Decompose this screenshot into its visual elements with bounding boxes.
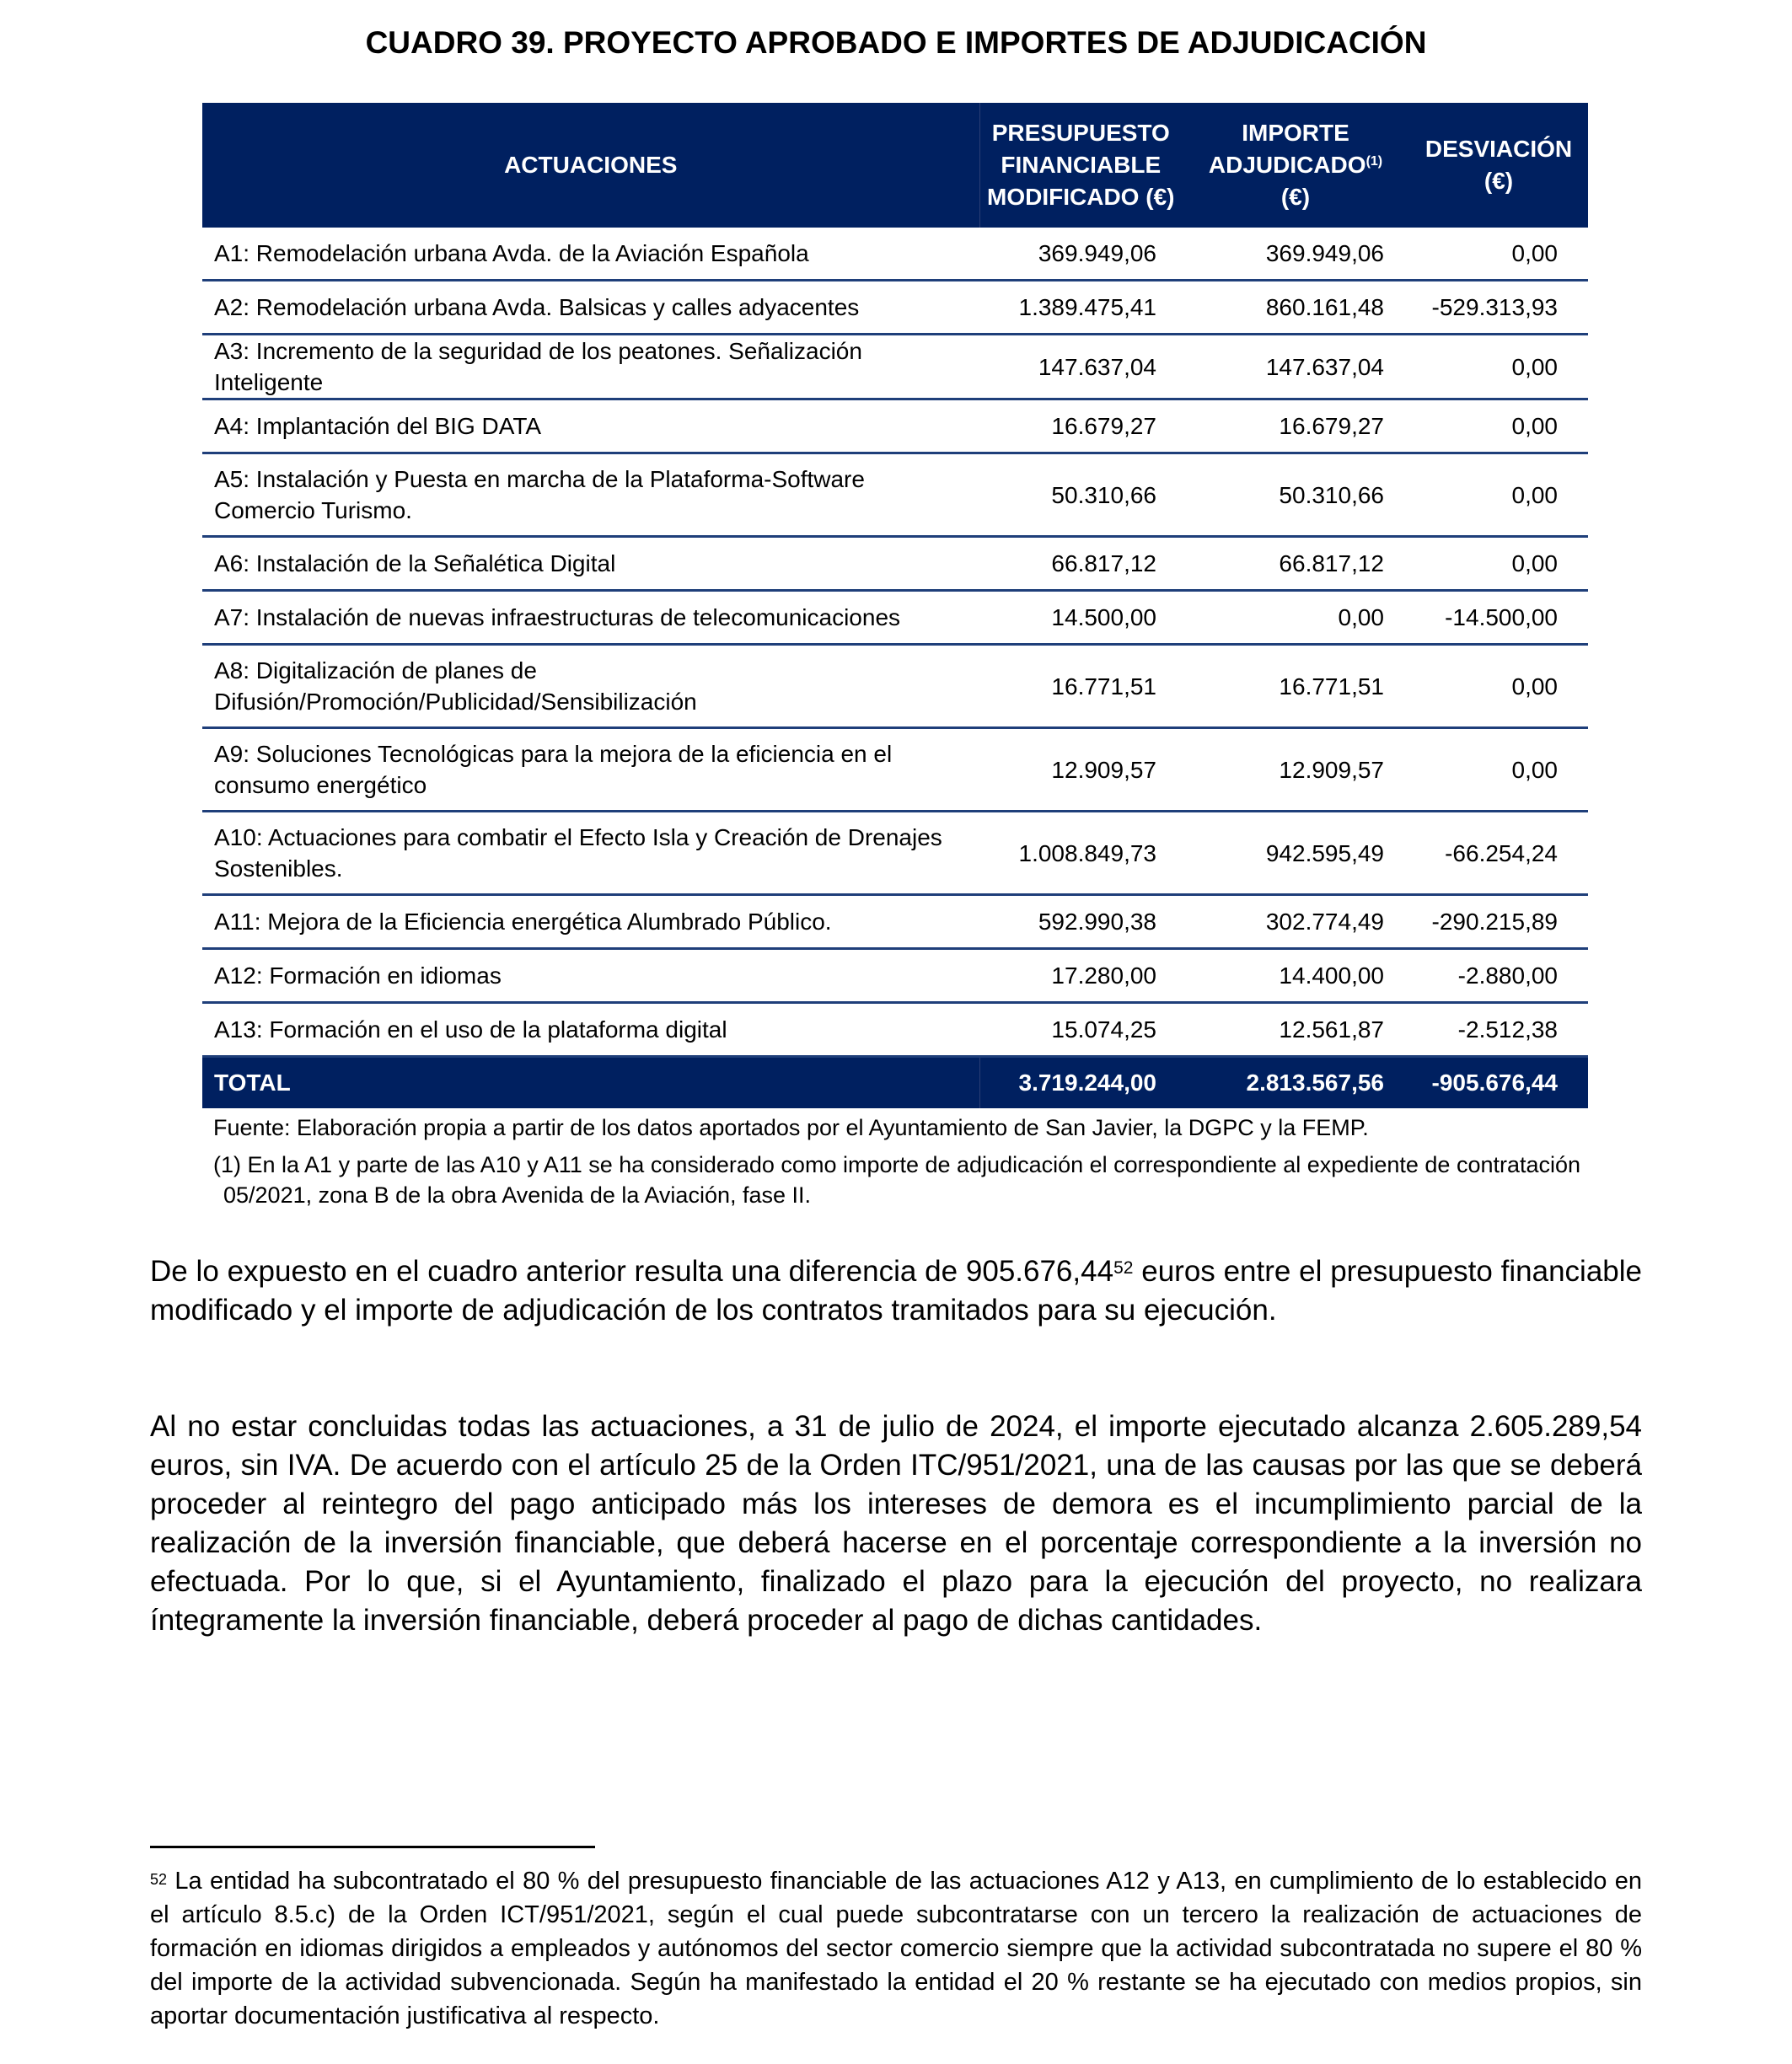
cell-desviacion: 0,00 — [1409, 537, 1588, 591]
cell-presupuesto: 1.008.849,73 — [979, 812, 1182, 895]
cell-actuacion: A4: Implantación del BIG DATA — [202, 399, 979, 453]
cell-presupuesto: 50.310,66 — [979, 453, 1182, 537]
table-header-row — [202, 103, 1588, 228]
cell-presupuesto: 16.679,27 — [979, 399, 1182, 453]
table-row — [202, 335, 1588, 399]
cell-desviacion: 0,00 — [1409, 228, 1588, 281]
cell-desviacion: -529.313,93 — [1409, 281, 1588, 335]
paragraph-execution: Al no estar concluidas todas las actuaciones, a 31 de julio de 2024, el importe ejecutado alcanza 2.605.289,54 euros, sin IVA. De acuerdo con el artículo 25 de la Orden ITC/951/2021, una de las causas por las que se deberá proceder al reintegro del pago anticipado más los intereses de demora es el incumplimiento parcial de la realización de la inversión financiable, que deberá hacerse en el porcentaje correspondiente a la inversión no efectuada. Por lo que, si el Ayuntamiento, finalizado el plazo para la ejecución del proyecto, no realizara íntegramente la inversión financiable, deberá proceder al pago de dichas cantidades. — [150, 1410, 1642, 1637]
cell-actuacion: A1: Remodelación urbana Avda. de la Aviación Española — [202, 228, 979, 281]
header-presupuesto-line3: MODIFICADO (€) — [987, 184, 1175, 210]
footnote-52 — [150, 1864, 1642, 2033]
header-desviacion-line2: (€) — [1483, 168, 1514, 194]
total-desviacion: -905.676,44 — [1409, 1057, 1588, 1109]
cell-desviacion: -290.215,89 — [1409, 895, 1588, 949]
footnote-text: La entidad ha subcontratado el 80 % del presupuesto financiable de las actuaciones A12 y A13, en cumplimiento de lo establecido en el artículo 8.5.c) de la Orden ICT/951/2021, según el cual puede subcontratarse con un tercero la realización de actuaciones de formación en idiomas dirigidos a empleados y autónomos del sector comercio siempre que la actividad subcontratada no supere el 80 % del importe de la actividad subvencionada. Según ha manifestado la entidad el 20 % restante se ha ejecutado con medios propios, sin aportar documentación justificativa al respecto. — [150, 1868, 1642, 2029]
cell-actuacion: A7: Instalación de nuevas infraestructuras de telecomunicaciones — [202, 591, 979, 645]
cell-desviacion: 0,00 — [1409, 453, 1588, 537]
header-importe — [1182, 103, 1409, 228]
paragraph-difference-text: De lo expuesto en el cuadro anterior resulta una diferencia de 905.676,44 — [150, 1255, 1114, 1288]
cell-presupuesto: 592.990,38 — [979, 895, 1182, 949]
table-row — [202, 399, 1588, 453]
adjudication-table-container — [202, 103, 1588, 1108]
cell-presupuesto: 16.771,51 — [979, 645, 1182, 728]
cell-importe: 16.679,27 — [1182, 399, 1409, 453]
header-presupuesto-line2: FINANCIABLE — [1001, 152, 1162, 178]
table-row — [202, 228, 1588, 281]
footnote-separator — [150, 1846, 595, 1848]
footnote-1-line2: 05/2021, zona B de la obra Avenida de la Aviación, fase II. — [223, 1182, 812, 1208]
table-row — [202, 728, 1588, 812]
cell-presupuesto: 147.637,04 — [979, 335, 1182, 399]
table-row — [202, 645, 1588, 728]
header-importe-line3: (€) — [1280, 184, 1311, 210]
cell-importe: 12.561,87 — [1182, 1003, 1409, 1057]
header-importe-line2: ADJUDICADO — [1208, 152, 1366, 178]
cell-importe: 860.161,48 — [1182, 281, 1409, 335]
cell-presupuesto: 1.389.475,41 — [979, 281, 1182, 335]
cell-presupuesto: 15.074,25 — [979, 1003, 1182, 1057]
header-actuaciones-label: ACTUACIONES — [504, 152, 678, 178]
table-row — [202, 895, 1588, 949]
cell-actuacion: A5: Instalación y Puesta en marcha de la Plataforma-Software Comercio Turismo. — [202, 453, 979, 537]
footnote-ref-52[interactable]: 52 — [1113, 1258, 1134, 1278]
cell-actuacion: A2: Remodelación urbana Avda. Balsicas y calles adyacentes — [202, 281, 979, 335]
cell-desviacion: -2.880,00 — [1409, 949, 1588, 1003]
table-row — [202, 537, 1588, 591]
footnote-number: 52 — [150, 1871, 168, 1888]
cell-importe: 942.595,49 — [1182, 812, 1409, 895]
header-actuaciones — [202, 103, 979, 228]
adjudication-table — [202, 103, 1588, 1108]
cell-actuacion: A3: Incremento de la seguridad de los peatones. Señalización Inteligente — [202, 335, 979, 399]
cell-desviacion: 0,00 — [1409, 728, 1588, 812]
cell-presupuesto: 369.949,06 — [979, 228, 1182, 281]
header-presupuesto — [979, 103, 1182, 228]
cell-desviacion: 0,00 — [1409, 335, 1588, 399]
cell-actuacion: A6: Instalación de la Señalética Digital — [202, 537, 979, 591]
table-row — [202, 949, 1588, 1003]
table-total-row — [202, 1057, 1588, 1109]
cell-importe: 369.949,06 — [1182, 228, 1409, 281]
cell-presupuesto: 17.280,00 — [979, 949, 1182, 1003]
cell-actuacion: A8: Digitalización de planes de Difusión/Promoción/Publicidad/Sensibilización — [202, 645, 979, 728]
cell-actuacion: A10: Actuaciones para combatir el Efecto Isla y Creación de Drenajes Sostenibles. — [202, 812, 979, 895]
paragraph-difference-text-cont: euros entre el presupuesto financiable modificado y el importe de adjudicación de los contratos tramitados para su ejecución. — [150, 1255, 1642, 1327]
cell-actuacion: A12: Formación en idiomas — [202, 949, 979, 1003]
header-presupuesto-line1: PRESUPUESTO — [991, 120, 1170, 146]
footnote-1-line1: (1) En la A1 y parte de las A10 y A11 se ha considerado como importe de adjudicación el correspondiente al expediente de contratación — [213, 1152, 1581, 1177]
cell-actuacion: A13: Formación en el uso de la plataforma digital — [202, 1003, 979, 1057]
cell-desviacion: 0,00 — [1409, 645, 1588, 728]
total-presupuesto: 3.719.244,00 — [979, 1057, 1182, 1109]
header-importe-line1: IMPORTE — [1242, 120, 1349, 146]
cell-actuacion: A9: Soluciones Tecnológicas para la mejora de la eficiencia en el consumo energético — [202, 728, 979, 812]
table-row — [202, 812, 1588, 895]
cell-importe: 147.637,04 — [1182, 335, 1409, 399]
total-importe: 2.813.567,56 — [1182, 1057, 1409, 1109]
table-notes — [213, 1112, 1596, 1217]
cell-importe: 66.817,12 — [1182, 537, 1409, 591]
table-title: CUADRO 39. PROYECTO APROBADO E IMPORTES DE ADJUDICACIÓN — [365, 25, 1427, 60]
table-row — [202, 1003, 1588, 1057]
header-desviacion-line1: DESVIACIÓN — [1424, 136, 1573, 162]
table-row — [202, 453, 1588, 537]
cell-desviacion: -66.254,24 — [1409, 812, 1588, 895]
cell-presupuesto: 66.817,12 — [979, 537, 1182, 591]
cell-desviacion: 0,00 — [1409, 399, 1588, 453]
cell-importe: 0,00 — [1182, 591, 1409, 645]
paragraph-difference — [150, 1252, 1642, 1330]
cell-importe: 16.771,51 — [1182, 645, 1409, 728]
cell-desviacion: -14.500,00 — [1409, 591, 1588, 645]
cell-actuacion: A11: Mejora de la Eficiencia energética Alumbrado Público. — [202, 895, 979, 949]
cell-presupuesto: 12.909,57 — [979, 728, 1182, 812]
header-desviacion — [1409, 103, 1588, 228]
cell-desviacion: -2.512,38 — [1409, 1003, 1588, 1057]
table-row — [202, 281, 1588, 335]
cell-importe: 302.774,49 — [1182, 895, 1409, 949]
header-importe-footnote-ref: (1) — [1365, 154, 1383, 169]
cell-importe: 12.909,57 — [1182, 728, 1409, 812]
source-note: Fuente: Elaboración propia a partir de los datos aportados por el Ayuntamiento de San Javier, la DGPC y la FEMP. — [213, 1115, 1369, 1140]
cell-importe: 14.400,00 — [1182, 949, 1409, 1003]
cell-importe: 50.310,66 — [1182, 453, 1409, 537]
total-label: TOTAL — [202, 1057, 979, 1109]
cell-presupuesto: 14.500,00 — [979, 591, 1182, 645]
table-row — [202, 591, 1588, 645]
